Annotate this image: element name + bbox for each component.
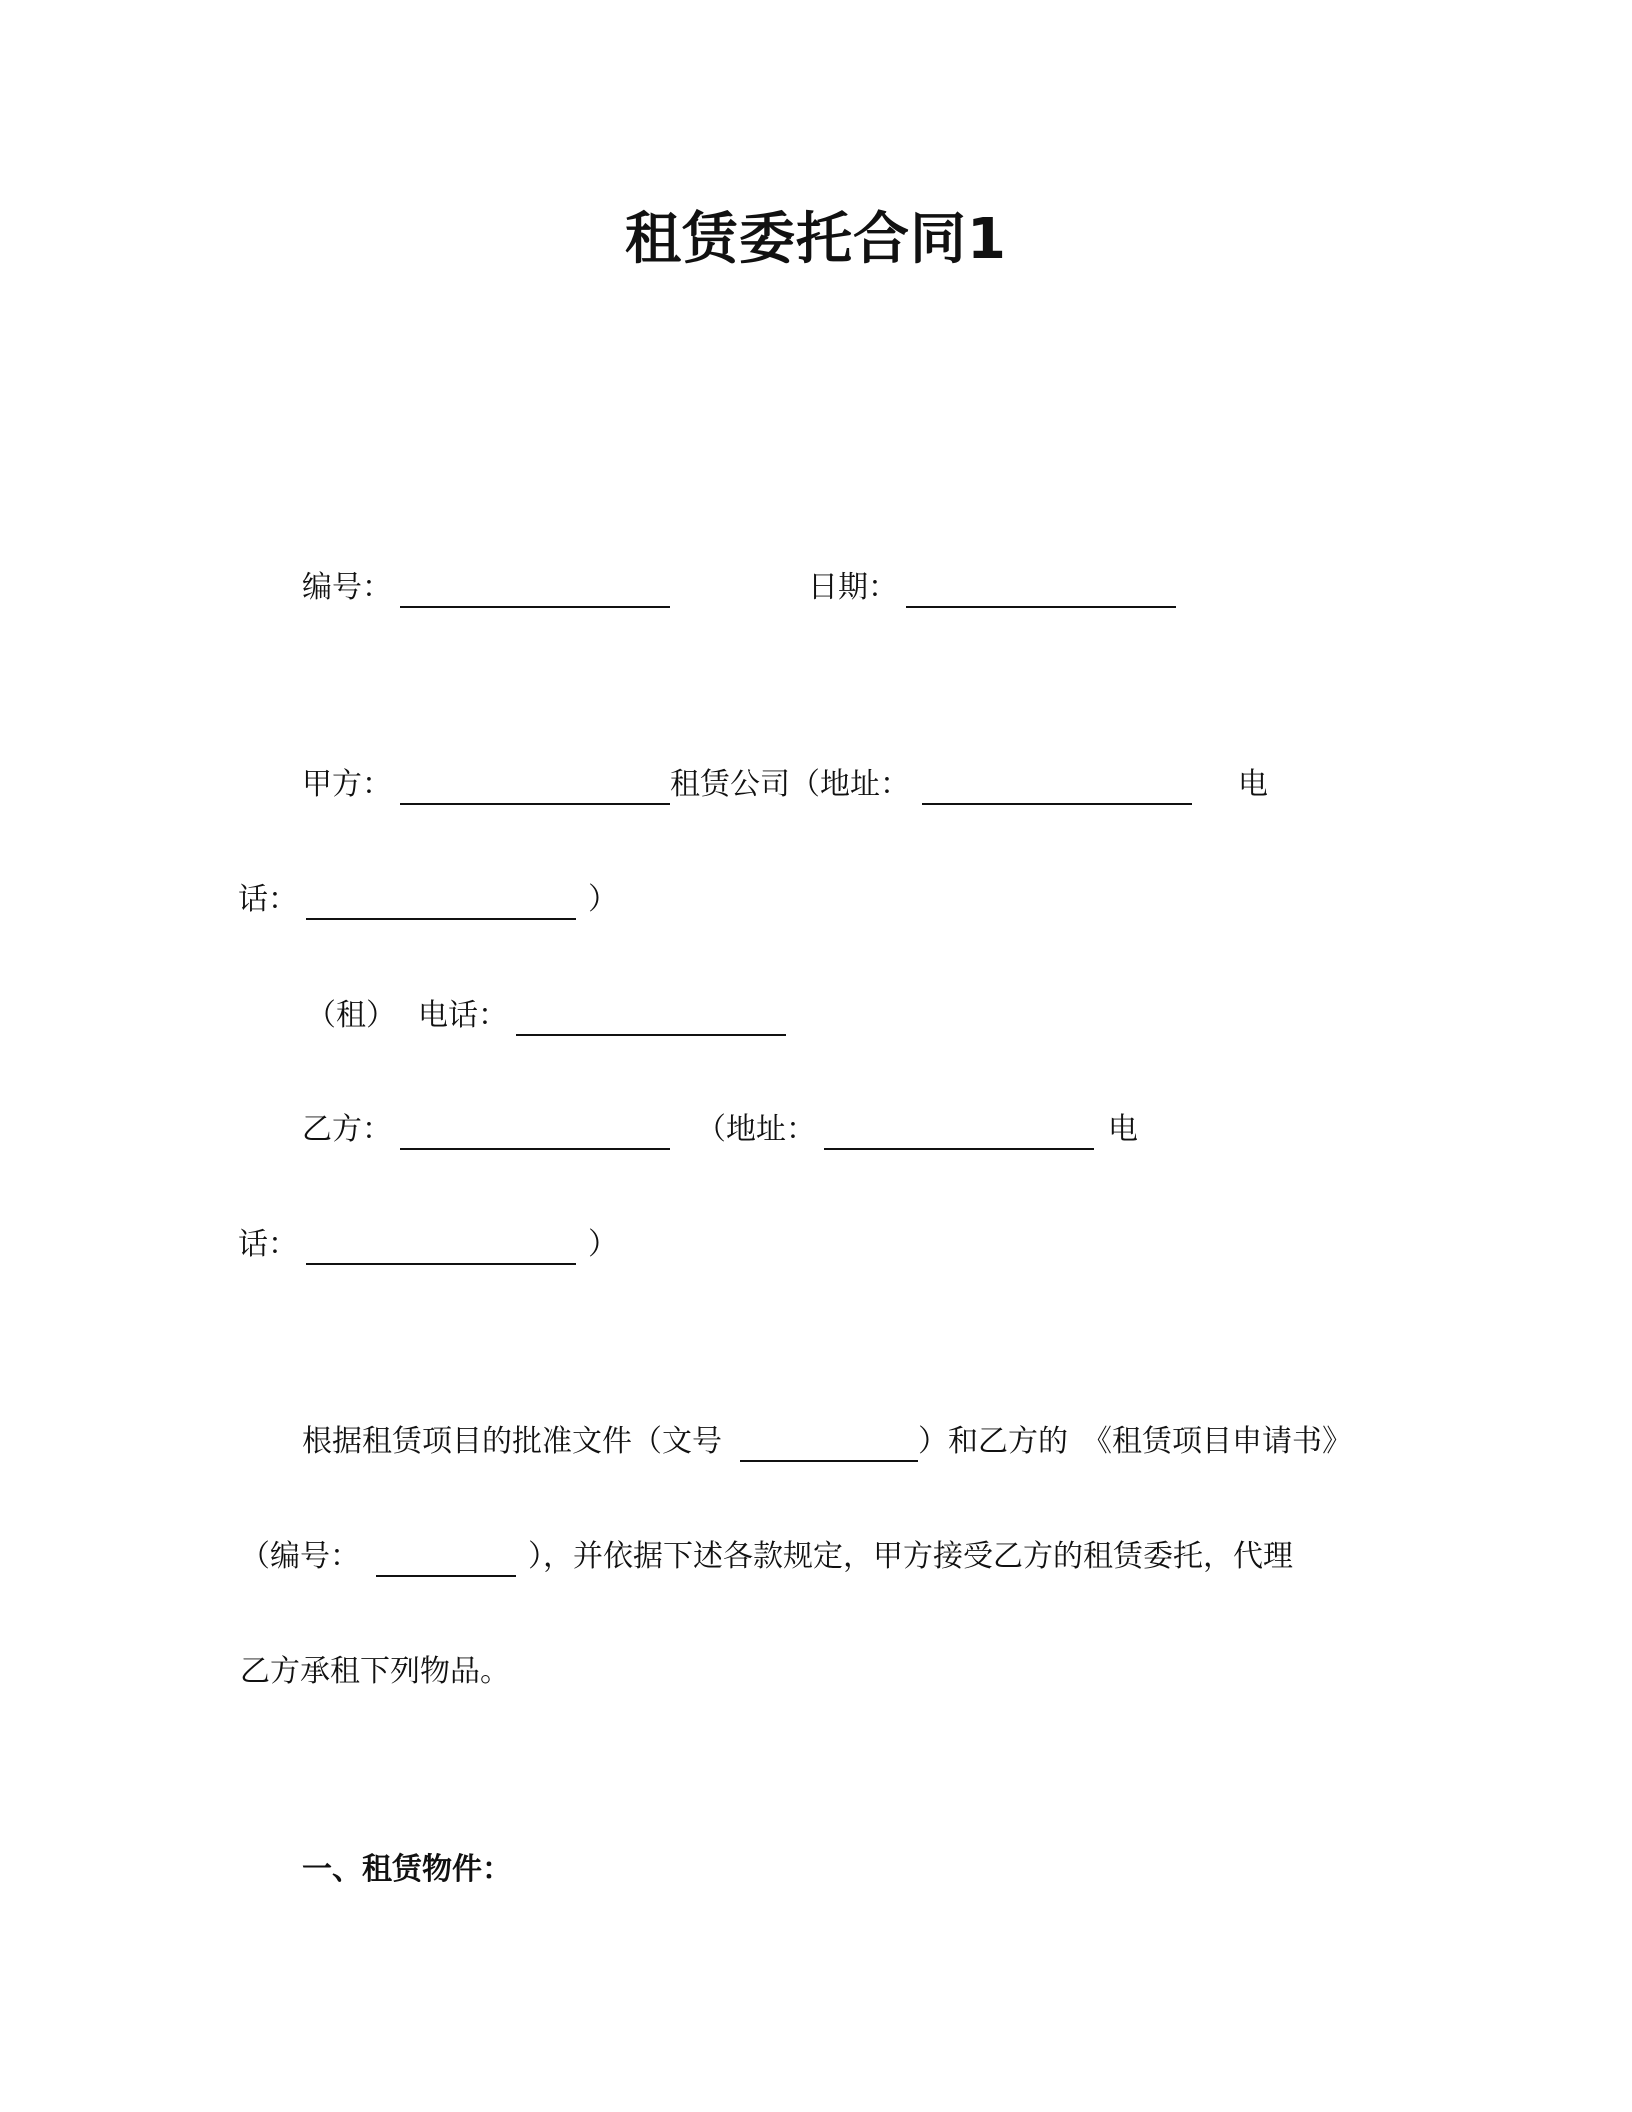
rent-phone-label: 电话： (418, 998, 508, 1033)
party-b-phone-label: 话： (238, 1227, 298, 1262)
rent-phone-line (306, 996, 786, 1036)
party-a-phone-label: 话： (238, 882, 298, 917)
date-label: 日期： (808, 570, 898, 605)
paragraph-line-1-c: 《租赁项目申请书》 (1082, 1424, 1352, 1459)
party-b-phone-field[interactable] (306, 1229, 576, 1265)
number-field[interactable] (400, 572, 670, 608)
number-date-line (302, 568, 670, 608)
date-field[interactable] (906, 572, 1176, 608)
party-b-address-label: （地址： (696, 1112, 816, 1147)
party-b-phone-start: 电 (1108, 1112, 1138, 1147)
party-a-phone-field[interactable] (306, 884, 576, 920)
paragraph-line-2-a: （编号： (240, 1539, 360, 1574)
party-a-close-paren: ） (588, 882, 618, 917)
number-label: 编号： (302, 570, 392, 605)
section-1-heading (302, 1850, 512, 1890)
party-a-label: 甲方： (302, 767, 392, 802)
paragraph-line-2-b: ），并依据下述各款规定，甲方接受乙方的租赁委托，代理 (528, 1539, 1293, 1574)
approval-doc-number-field[interactable] (740, 1426, 918, 1462)
party-a-name-field[interactable] (400, 769, 670, 805)
party-a-address-field[interactable] (922, 769, 1192, 805)
party-a-company-suffix: 租赁公司（地址： (670, 767, 910, 802)
party-b-label: 乙方： (302, 1112, 392, 1147)
party-b-address-field[interactable] (824, 1114, 1094, 1150)
party-b-line (302, 1110, 1138, 1150)
party-b-close-paren: ） (588, 1227, 618, 1262)
document-title: 租赁委托合同1 (625, 207, 1007, 272)
paragraph-line-2 (240, 1537, 1293, 1577)
paragraph-line-3-text: 乙方承租下列物品。 (240, 1654, 510, 1689)
party-a-phone-start: 电 (1238, 767, 1268, 802)
party-a-line (302, 765, 1268, 805)
date-line (808, 568, 1176, 608)
rent-label: （租） (306, 998, 396, 1033)
party-b-name-field[interactable] (400, 1114, 670, 1150)
paragraph-line-3 (240, 1652, 510, 1692)
paragraph-line-1-a: 根据租赁项目的批准文件（文号 (302, 1424, 722, 1459)
paragraph-line-1 (302, 1422, 1352, 1462)
paragraph-line-1-b: ）和乙方的 (918, 1424, 1068, 1459)
rent-phone-field[interactable] (516, 1000, 786, 1036)
section-1-text: 一、租赁物件： (302, 1852, 512, 1887)
party-a-phone-line (238, 880, 618, 920)
application-number-field[interactable] (376, 1541, 516, 1577)
party-b-phone-line (238, 1225, 618, 1265)
